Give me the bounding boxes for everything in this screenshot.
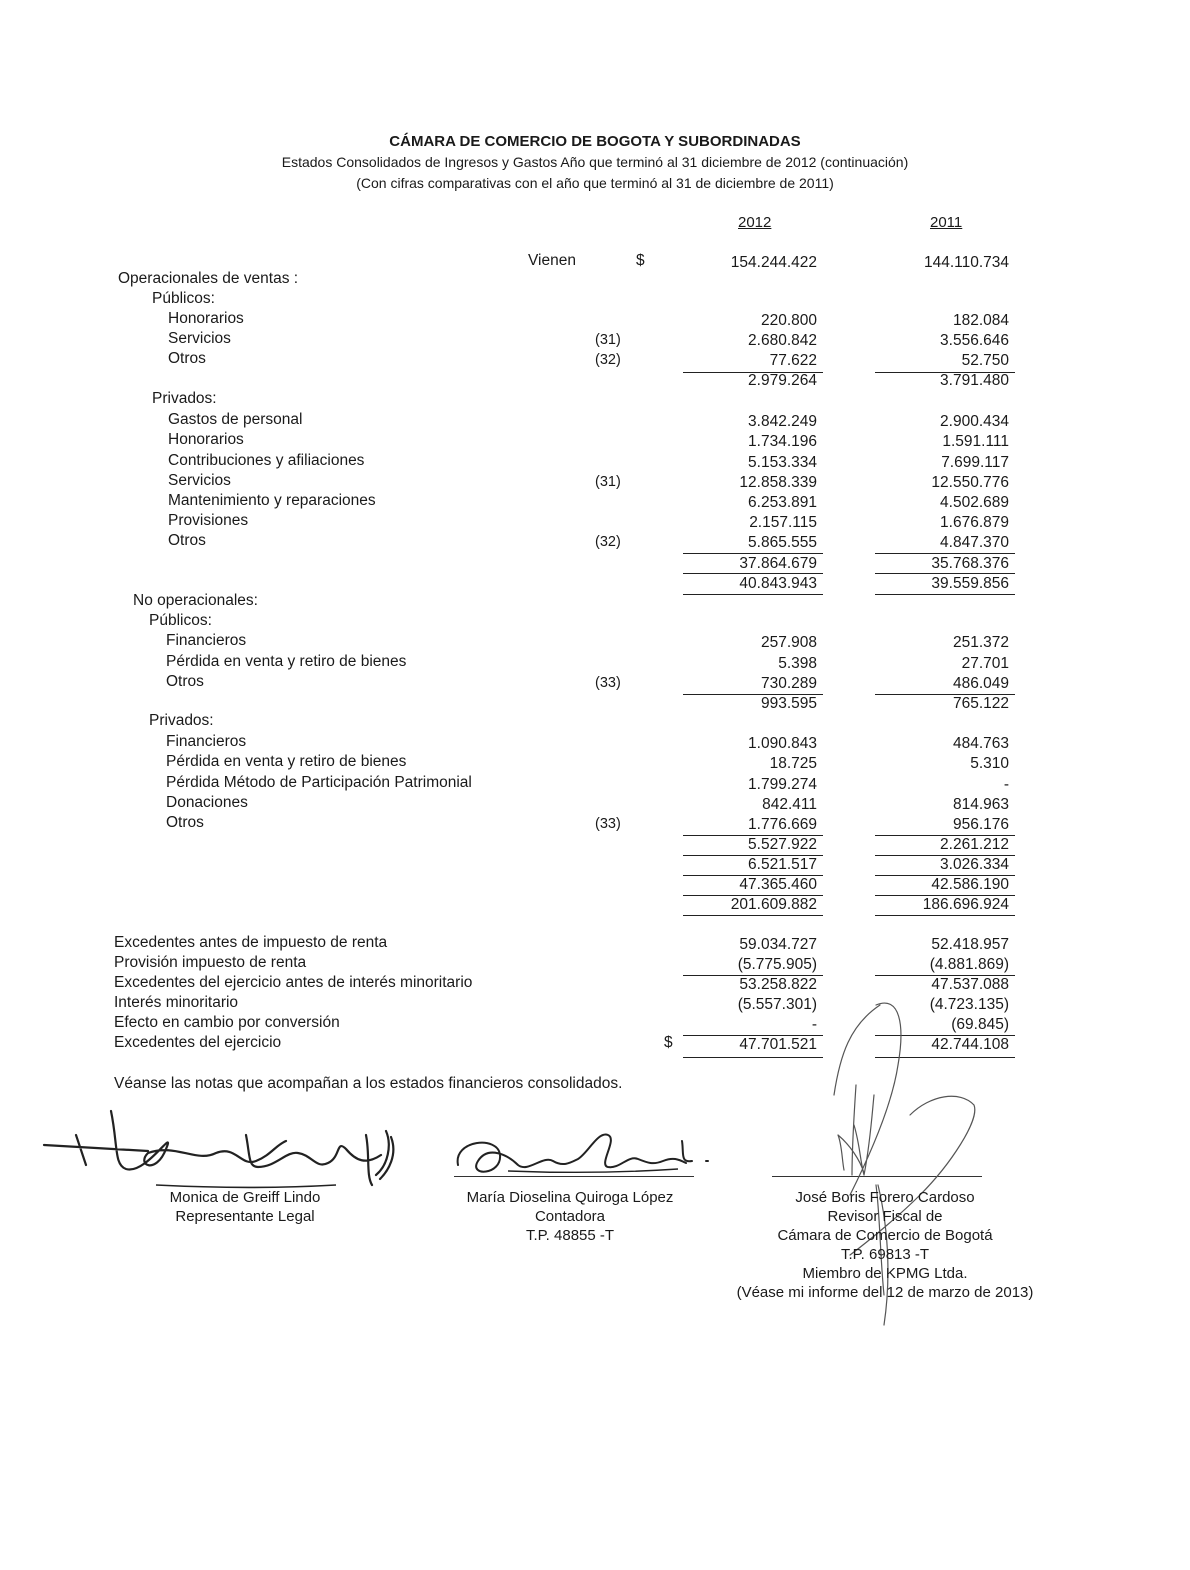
row-label: Efecto en cambio por conversión <box>114 1014 340 1031</box>
row-value-2012: 47.701.521 <box>739 1036 817 1053</box>
signer-tp-accountant: T.P. 48855 -T <box>525 1227 615 1244</box>
row-value-2011: 52.750 <box>961 352 1009 369</box>
table-row <box>0 693 1190 713</box>
row-label: Públicos: <box>152 290 215 307</box>
row-value-2011: (4.881.869) <box>929 956 1009 973</box>
table-row <box>0 553 1190 573</box>
total-rule <box>683 573 823 574</box>
row-label: Gastos de personal <box>168 411 303 428</box>
row-label: Privados: <box>149 712 214 729</box>
total-rule <box>683 875 823 876</box>
row-value-2011: 486.049 <box>952 675 1009 692</box>
table-row <box>0 472 1190 492</box>
document-subtitle: Estados Consolidados de Ingresos y Gastos Año que terminó al 31 diciembre de 2012 (continuación) <box>281 154 909 170</box>
table-row <box>0 612 1190 632</box>
row-value-2011: 47.537.088 <box>931 976 1009 993</box>
signer-firm-fiscal-reviewer: Miembro de KPMG Ltda. <box>802 1265 968 1282</box>
signer-role-fiscal-reviewer: Revisor Fiscal de <box>827 1208 943 1225</box>
row-label: Servicios <box>168 472 231 489</box>
row-value-2011: 42.586.190 <box>931 876 1009 893</box>
row-value-2011: 956.176 <box>952 816 1009 833</box>
row-value-2011: 4.502.689 <box>940 494 1009 511</box>
row-value-2012: 5.153.334 <box>748 454 817 471</box>
row-label: Interés minoritario <box>114 994 239 1011</box>
row-value-2012: 40.843.943 <box>739 575 817 592</box>
row-label: Otros <box>168 532 206 549</box>
vienen-label: Vienen <box>528 252 576 269</box>
table-row <box>0 653 1190 673</box>
total-rule <box>875 855 1015 856</box>
row-value-2012: 842.411 <box>762 796 817 813</box>
total-rule <box>875 875 1015 876</box>
row-value-2012: 2.680.842 <box>748 332 817 349</box>
row-label: Excedentes antes de impuesto de renta <box>114 934 388 951</box>
row-value-2012: 3.842.249 <box>748 413 817 430</box>
row-label: Excedentes del ejercicio antes de interés minoritario <box>114 974 473 991</box>
table-row <box>0 874 1190 894</box>
table-row <box>0 310 1190 330</box>
row-value-2012: 5.398 <box>778 655 817 672</box>
row-value-2012: 37.864.679 <box>739 555 817 572</box>
row-value-2011: 39.559.856 <box>931 575 1009 592</box>
row-label: No operacionales: <box>133 592 258 609</box>
signer-role-legal-rep: Representante Legal <box>175 1208 315 1225</box>
row-value-2012: 53.258.822 <box>739 976 817 993</box>
total-rule <box>875 694 1015 695</box>
row-value-2012: - <box>811 1016 817 1033</box>
table-row <box>0 753 1190 773</box>
column-header-2012: 2012 <box>738 214 772 231</box>
signature-accountant-image <box>448 1125 728 1195</box>
row-value-2012: 2.157.115 <box>749 514 817 531</box>
row-label: Otros <box>168 350 206 367</box>
row-label: Excedentes del ejercicio <box>114 1034 282 1051</box>
row-value-2011: 2.900.434 <box>940 413 1009 430</box>
document-title: CÁMARA DE COMERCIO DE BOGOTA Y SUBORDINADAS <box>389 133 801 150</box>
table-row <box>0 974 1190 994</box>
row-value-2012: 5.527.922 <box>748 836 817 853</box>
row-value-2011: 765.122 <box>952 695 1009 712</box>
table-row <box>0 774 1190 794</box>
total-rule <box>875 915 1015 916</box>
row-value-2011: 42.744.108 <box>931 1036 1009 1053</box>
signer-tp-fiscal-reviewer: T.P. 69813 -T <box>840 1246 930 1263</box>
row-note-ref: (31) <box>595 332 621 348</box>
total-rule <box>683 594 823 595</box>
row-value-2012: 59.034.727 <box>739 936 817 953</box>
total-rule <box>875 895 1015 896</box>
row-label: Honorarios <box>168 431 244 448</box>
table-row <box>0 834 1190 854</box>
total-rule <box>683 915 823 916</box>
row-value-2011: 35.768.376 <box>931 555 1009 572</box>
row-value-2012: (5.775.905) <box>737 956 817 973</box>
document-subtitle-comparative: (Con cifras comparativas con el año que terminó al 31 de diciembre de 2011) <box>356 175 834 191</box>
table-row <box>0 592 1190 612</box>
row-value-2011: 4.847.370 <box>940 534 1009 551</box>
total-rule <box>683 895 823 896</box>
row-value-2011: 182.084 <box>952 312 1009 329</box>
row-value-2011: 251.372 <box>952 634 1009 651</box>
row-value-2011: 1.591.111 <box>942 433 1009 450</box>
column-header-2011: 2011 <box>930 214 963 231</box>
table-row <box>0 673 1190 693</box>
row-value-2011: 52.418.957 <box>931 936 1009 953</box>
total-rule <box>875 594 1015 595</box>
row-label: Pérdida Método de Participación Patrimonial <box>166 774 472 791</box>
table-row <box>0 712 1190 732</box>
signer-report-note-fiscal-reviewer: (Véase mi informe del 12 de marzo de 2013) <box>736 1284 1034 1301</box>
table-row <box>0 350 1190 370</box>
footnote: Véanse las notas que acompañan a los estados financieros consolidados. <box>114 1075 623 1092</box>
row-value-2011: 3.026.334 <box>940 856 1009 873</box>
row-value-2011: - <box>1003 776 1009 793</box>
row-label: Otros <box>166 673 204 690</box>
signer-org-fiscal-reviewer: Cámara de Comercio de Bogotá <box>777 1227 993 1244</box>
row-label: Financieros <box>166 733 247 750</box>
signature-fiscal-reviewer <box>715 1188 1055 1302</box>
total-rule <box>683 975 823 976</box>
row-value-2012: 18.725 <box>769 755 817 772</box>
row-value-2012: 1.799.274 <box>748 776 817 793</box>
row-label: Privados: <box>152 390 217 407</box>
row-label: Servicios <box>168 330 231 347</box>
signer-role-accountant: Contadora <box>534 1208 606 1225</box>
row-label: Provisión impuesto de renta <box>114 954 307 971</box>
row-value-2011: 186.696.924 <box>922 896 1009 913</box>
row-value-2012: 6.253.891 <box>748 494 817 511</box>
row-label: Mantenimiento y reparaciones <box>168 492 376 509</box>
row-value-2012: 5.865.555 <box>748 534 817 551</box>
row-value-2012: 12.858.339 <box>739 474 817 491</box>
table-row <box>0 452 1190 472</box>
row-value-2012: 1.734.196 <box>748 433 817 450</box>
row-value-2012: 220.800 <box>760 312 817 329</box>
table-row <box>0 290 1190 310</box>
table-row <box>0 532 1190 552</box>
table-row <box>0 934 1190 954</box>
table-row <box>0 370 1190 390</box>
row-note-ref: (33) <box>595 675 621 691</box>
row-value-2012: 201.609.882 <box>730 896 817 913</box>
row-value-2011: (69.845) <box>951 1016 1009 1033</box>
table-row <box>0 733 1190 753</box>
table-row <box>0 573 1190 593</box>
table-row <box>0 854 1190 874</box>
row-note-ref: (33) <box>595 816 621 832</box>
table-row <box>0 492 1190 512</box>
row-value-2011: 2.261.212 <box>940 836 1009 853</box>
row-value-2012: 993.595 <box>760 695 817 712</box>
table-row <box>0 431 1190 451</box>
table-row <box>0 270 1190 290</box>
vienen-row <box>0 252 1190 272</box>
row-value-2012: 77.622 <box>769 352 817 369</box>
signer-name-fiscal-reviewer: José Boris Forero Cardoso <box>795 1189 975 1206</box>
row-value-2011: 3.556.646 <box>940 332 1009 349</box>
table-row <box>0 632 1190 652</box>
row-label: Operacionales de ventas : <box>118 270 299 287</box>
row-value-2012: 730.289 <box>760 675 817 692</box>
row-value-2011: 3.791.480 <box>940 372 1009 389</box>
vienen-2012: 154.244.422 <box>730 254 817 271</box>
row-value-2011: 12.550.776 <box>931 474 1009 491</box>
row-currency: $ <box>664 1034 673 1051</box>
total-rule <box>683 835 823 836</box>
table-row <box>0 894 1190 914</box>
row-value-2012: 1.776.669 <box>748 816 817 833</box>
row-value-2012: 47.365.460 <box>739 876 817 893</box>
row-value-2011: 27.701 <box>961 655 1009 672</box>
total-rule <box>875 835 1015 836</box>
row-value-2011: (4.723.135) <box>929 996 1009 1013</box>
row-value-2012: (5.557.301) <box>737 996 817 1013</box>
row-label: Provisiones <box>168 512 249 529</box>
row-note-ref: (32) <box>595 534 621 550</box>
table-row <box>0 330 1190 350</box>
table-row <box>0 390 1190 410</box>
row-label: Financieros <box>166 632 247 649</box>
row-value-2012: 257.908 <box>760 634 817 651</box>
row-value-2012: 2.979.264 <box>748 372 817 389</box>
signer-name-accountant: María Dioselina Quiroga López <box>466 1189 674 1206</box>
signer-name-legal-rep: Monica de Greiff Lindo <box>169 1189 321 1206</box>
row-note-ref: (31) <box>595 474 621 490</box>
row-label: Otros <box>166 814 204 831</box>
vienen-currency: $ <box>636 252 645 269</box>
table-row <box>0 512 1190 532</box>
row-value-2011: 7.699.117 <box>941 454 1009 471</box>
table-row <box>0 814 1190 834</box>
row-label: Pérdida en venta y retiro de bienes <box>166 653 407 670</box>
row-value-2011: 5.310 <box>970 755 1009 772</box>
row-label: Honorarios <box>168 310 244 327</box>
total-rule <box>683 372 823 373</box>
signature-accountant <box>440 1188 700 1245</box>
row-label: Públicos: <box>149 612 212 629</box>
total-rule <box>683 553 823 554</box>
row-note-ref: (32) <box>595 352 621 368</box>
total-rule <box>875 553 1015 554</box>
row-value-2012: 1.090.843 <box>748 735 817 752</box>
total-rule <box>875 975 1015 976</box>
table-row <box>0 411 1190 431</box>
row-value-2011: 484.763 <box>952 735 1009 752</box>
row-label: Contribuciones y afiliaciones <box>168 452 365 469</box>
table-row <box>0 954 1190 974</box>
row-value-2011: 814.963 <box>952 796 1009 813</box>
row-label: Donaciones <box>166 794 248 811</box>
vienen-2011: 144.110.734 <box>923 254 1009 271</box>
signature-legal-rep <box>120 1188 370 1226</box>
row-label: Pérdida en venta y retiro de bienes <box>166 753 407 770</box>
total-rule <box>875 372 1015 373</box>
row-value-2011: 1.676.879 <box>940 514 1009 531</box>
row-value-2012: 6.521.517 <box>748 856 817 873</box>
total-rule <box>683 855 823 856</box>
total-rule <box>683 694 823 695</box>
total-rule <box>875 573 1015 574</box>
table-row <box>0 794 1190 814</box>
